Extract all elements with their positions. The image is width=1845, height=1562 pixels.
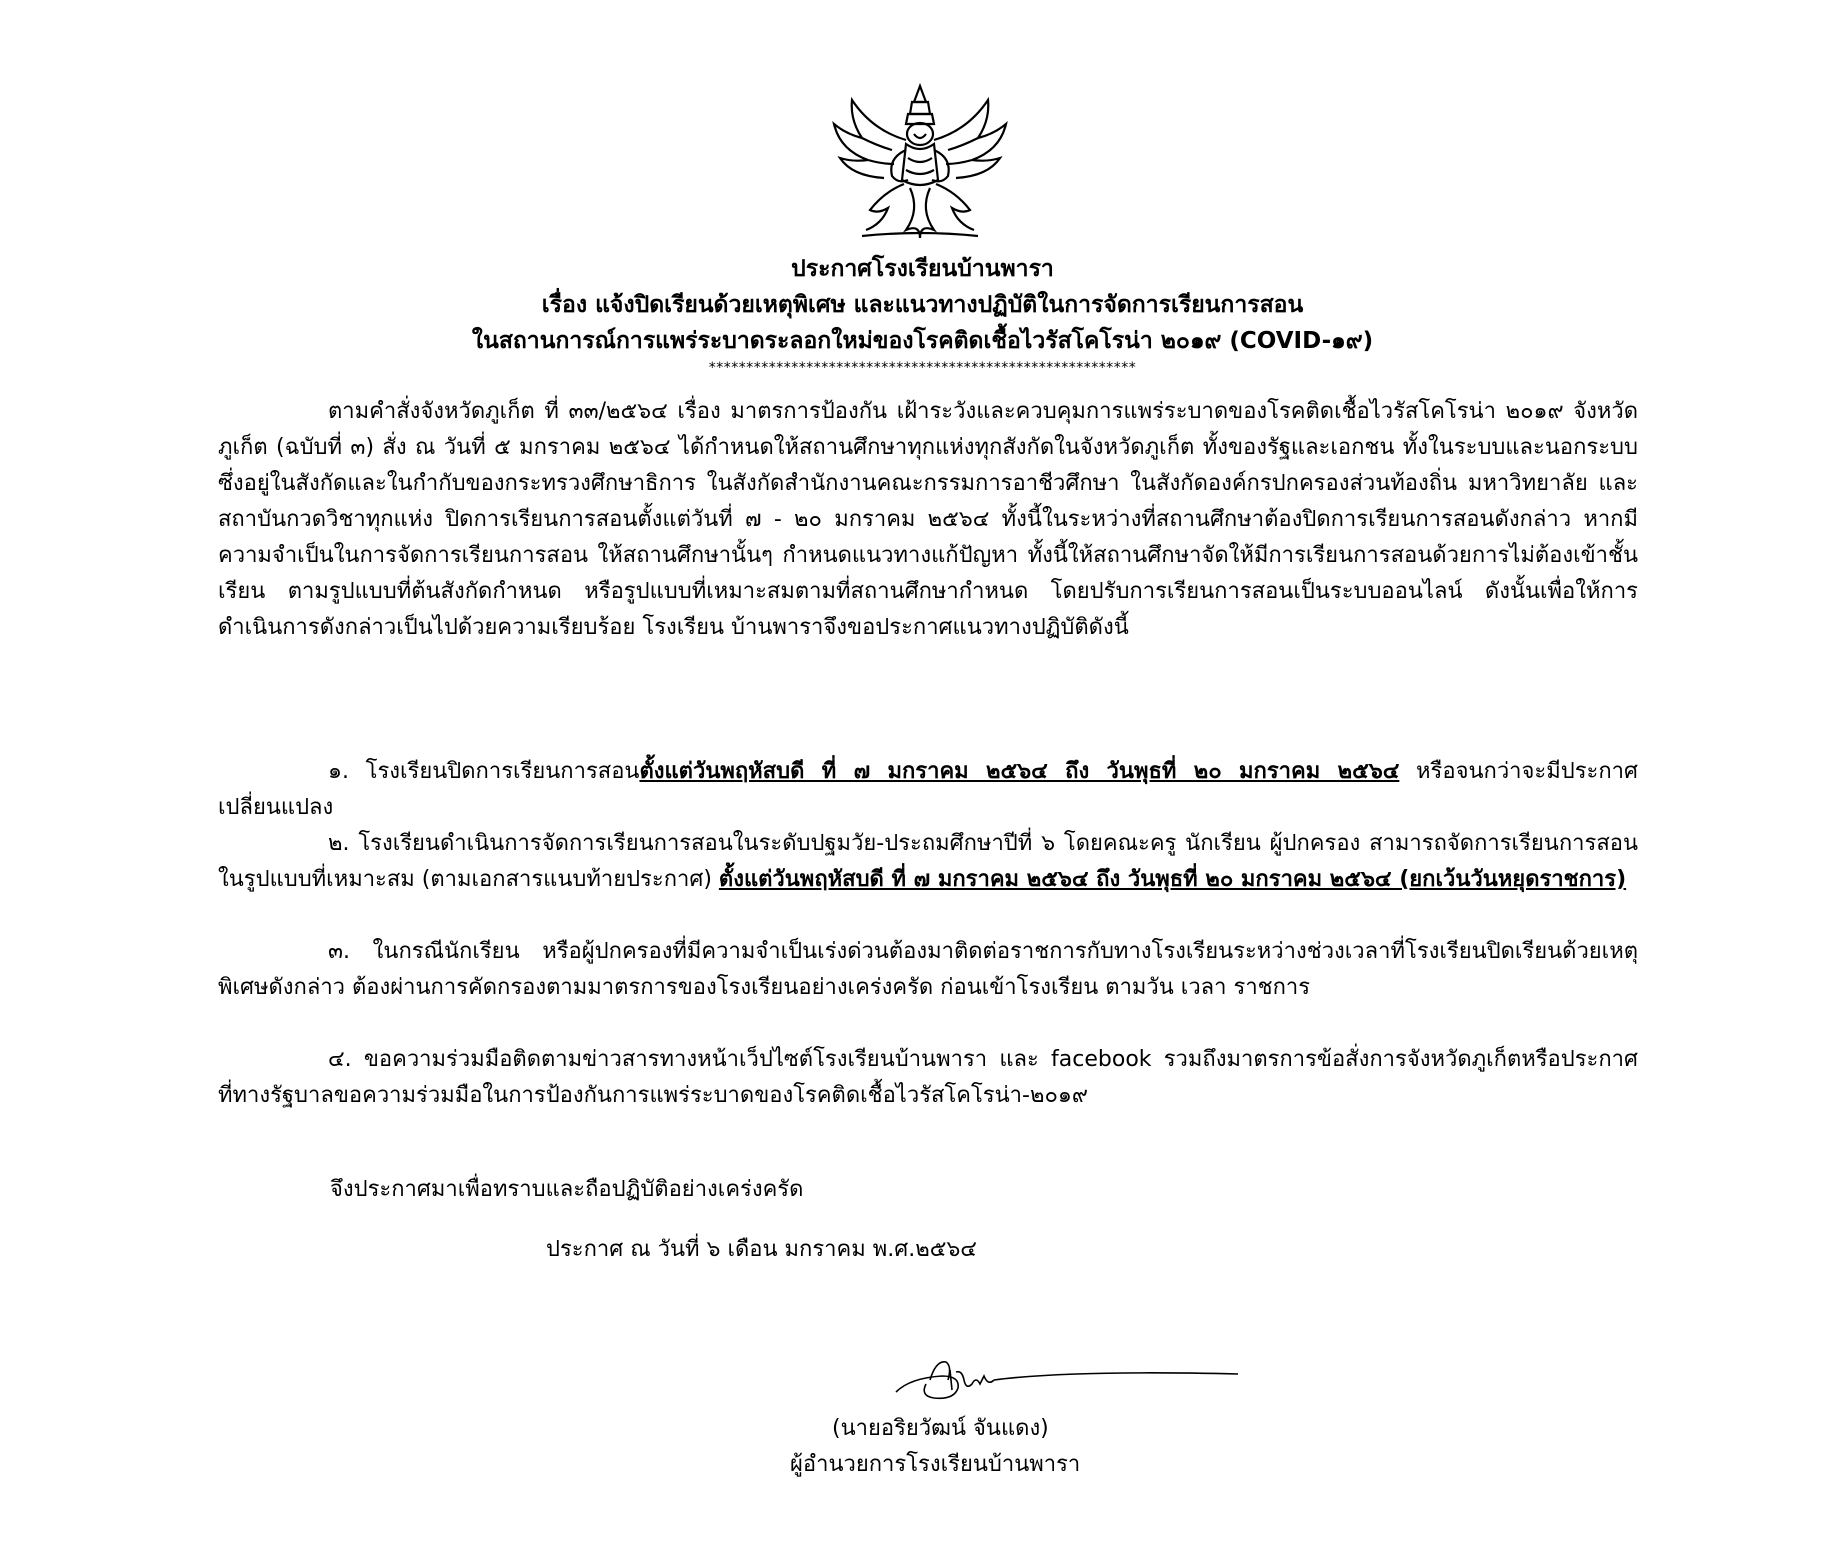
signature-icon [890, 1340, 1250, 1410]
announcement-date: ประกาศ ณ วันที่ ๖ เดือน มกราคม พ.ศ.๒๕๖๔ [546, 1237, 977, 1262]
closing-statement: จึงประกาศมาเพื่อทราบและถือปฏิบัติอย่างเคร่งครัด [330, 1177, 804, 1202]
signer-name: (นายอริยวัฒน์ จันแดง) [832, 1416, 1049, 1441]
garuda-emblem-icon [822, 80, 1018, 242]
item-2-dates: ตั้งแต่วันพฤหัสบดี ที่ ๗ มกราคม ๒๕๖๔ ถึง วันพุธที่ ๒๐ มกราคม ๒๕๖๔ (ยกเว้นวันหยุดราชการ) [718, 867, 1627, 892]
announcement-situation: ในสถานการณ์การแพร่ระบาดระลอกใหม่ของโรคติดเชื้อไวรัสโคโรน่า ๒๐๑๙ (COVID-๑๙) [471, 328, 1374, 354]
item-2-lead: ๒. โรงเรียนดำเนินการจัดการเรียนการสอนในระดับปฐมวัย-ประถมศึกษาปีที่ ๖ โดยคณะครู นักเรียน ผู้ปกครอง สามารถจัดการเรียนการสอนในรูปแบบที่เหมาะสม (ตามเอกสารแนบท้ายประกาศ) [218, 831, 1638, 892]
item-4: ๔. ขอความร่วมมือติดตามข่าวสารทางหน้าเว็ปไซต์โรงเรียนบ้านพารา และ facebook รวมถึงมาตรการข้อสั่งการจังหวัดภูเก็ตหรือประกาศที่ทางรัฐบาลขอความร่วมมือในการป้องกันการแพร่ระบาดของโรคติดเชื้อไวรัสโคโรน่า-๒๐๑๙ [218, 1047, 1638, 1108]
signer-title: ผู้อำนวยการโรงเรียนบ้านพารา [790, 1452, 1081, 1477]
item-1-dates: ตั้งแต่วันพฤหัสบดี ที่ ๗ มกราคม ๒๕๖๔ ถึง วันพุธที่ ๒๐ มกราคม ๒๕๖๔ [639, 759, 1400, 784]
item-2 [218, 826, 1638, 898]
item-3: ๓. ในกรณีนักเรียน หรือผู้ปกครองที่มีความจำเป็นเร่งด่วนต้องมาติดต่อราชการกับทางโรงเรียนระหว่างช่วงเวลาที่โรงเรียนปิดเรียนด้วยเหตุพิเศษดังกล่าว ต้องผ่านการคัดกรองตามมาตรการของโรงเรียนอย่างเคร่งครัด ก่อนเข้าโรงเรียน ตามวัน เวลา ราชการ [218, 939, 1638, 1000]
item-1 [218, 754, 1638, 826]
announcement-subject: เรื่อง แจ้งปิดเรียนด้วยเหตุพิเศษ และแนวทางปฏิบัติในการจัดการเรียนการสอน [541, 292, 1304, 318]
item-1-tail: หรือจนกว่าจะมีประกาศเปลี่ยนแปลง [218, 759, 1638, 820]
intro-paragraph: ตามคำสั่งจังหวัดภูเก็ต ที่ ๓๓/๒๕๖๔ เรื่อง มาตรการป้องกัน เฝ้าระวังและควบคุมการแพร่ระบาดของโรคติดเชื้อไวรัสโคโรน่า ๒๐๑๙ จังหวัดภูเก็ต (ฉบับที่ ๓) สั่ง ณ วันที่ ๕ มกราคม ๒๕๖๔ ได้กำหนดให้สถานศึกษาทุกแห่งทุกสังกัดในจังหวัดภูเก็ต ทั้งของรัฐและเอกชน ทั้งในระบบและนอกระบบ ซึ่งอยู่ในสังกัดและในกำกับของกระทรวงศึกษาธิการ ในสังกัดสำนักงานคณะกรรมการอาชีวศึกษา ในสังกัดองค์กรปกครองส่วนท้องถิ่น มหาวิทยาลัย และสถาบันกวดวิชาทุกแห่ง ปิดการเรียนการสอนตั้งแต่วันที่ ๗ - ๒๐ มกราคม ๒๕๖๔ ทั้งนี้ในระหว่างที่สถานศึกษาต้องปิดการเรียนการสอนดังกล่าว หากมีความจำเป็นในการจัดการเรียนการสอน ให้สถานศึกษานั้นๆ กำหนดแนวทางแก้ปัญหา ทั้งนี้ให้สถานศึกษาจัดให้มีการเรียนการสอนด้วยการไม่ต้องเข้าชั้นเรียน ตามรูปแบบที่ต้นสังกัดกำหนด หรือรูปแบบที่เหมาะสมตามที่สถานศึกษากำหนด โดยปรับการเรียนการสอนเป็นระบบออนไลน์ ดังนั้นเพื่อให้การดำเนินการดังกล่าวเป็นไปด้วยความเรียบร้อย โรงเรียน บ้านพาราจึงขอประกาศแนวทางปฏิบัติดังนี้ [218, 399, 1638, 640]
item-1-lead: ๑. โรงเรียนปิดการเรียนการสอน [328, 759, 640, 784]
separator-line: ********************************************************* [708, 360, 1137, 376]
announcement-title: ประกาศโรงเรียนบ้านพารา [791, 256, 1054, 282]
